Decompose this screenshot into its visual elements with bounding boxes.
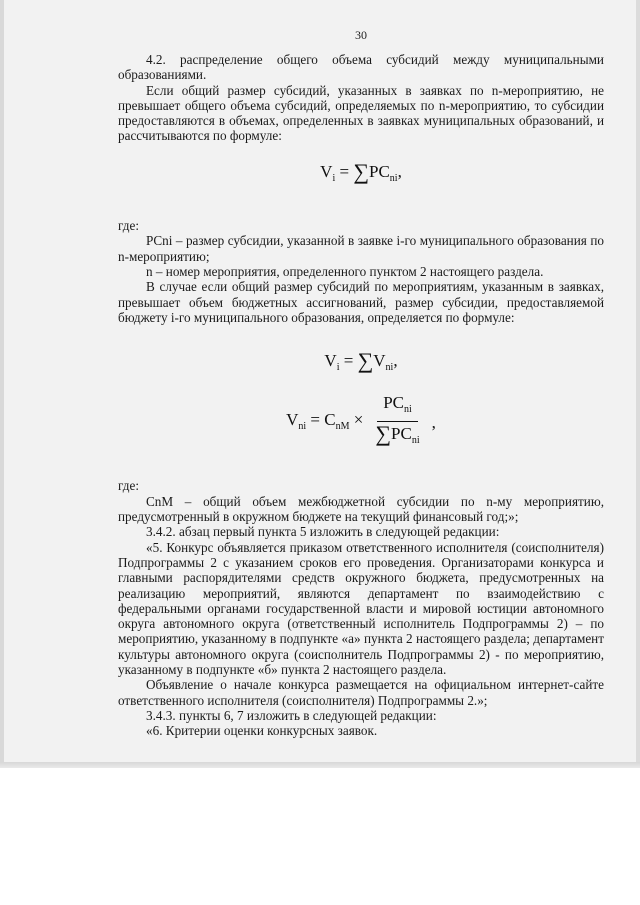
where-label-1: где: bbox=[118, 218, 139, 234]
paragraph-3-4-2: 3.4.2. абзац первый пункта 5 изложить в следующей редакции: bbox=[146, 524, 500, 540]
paragraph-point-6: «6. Критерии оценки конкурсных заявок. bbox=[146, 723, 378, 739]
definition-cnm: CnM – общий объем межбюджетной субсидии по n-му мероприятию, предусмотренный в окружном бюджете на текущий финансовый год;»; bbox=[118, 493, 604, 525]
scan-bottom-edge bbox=[0, 762, 640, 768]
definition-n: n – номер мероприятия, определенного пунктом 2 настоящего раздела. bbox=[146, 263, 544, 279]
document-text bbox=[118, 24, 604, 739]
formula-vni-fraction: $V_{ni} = C_{nM}$ × $\frac{PC_{ni}}{\sum PC_{ni}}$ , bbox=[118, 393, 604, 452]
paragraph-case-exceeds: В случае если общий размер субсидий по мероприятиям, указанным в заявках, превышает объем бюджетных ассигнований, размер субсидии, предоставляемой бюджету i-го муниципального образования, определяется по формуле: bbox=[118, 279, 604, 325]
definition-pcni: PCni – размер субсидии, указанной в заявке i-го муниципального образования по n-мероприятию; bbox=[118, 233, 604, 264]
formula-vi-sum-vni: $V_i = \sum V_{ni}$, bbox=[324, 348, 398, 374]
fraction-numerator: $PC_{ni}$ bbox=[377, 393, 418, 422]
scan-right-edge bbox=[636, 0, 640, 768]
paragraph-4-2: 4.2. распределение общего объема субсидий между муниципальными образованиями. bbox=[118, 52, 604, 83]
formula-fraction bbox=[369, 393, 425, 452]
paragraph-point-5: «5. Конкурс объявляется приказом ответственного исполнителя (соисполнителя) Подпрограммы 2 с указанием сроков его проведения. Организаторами конкурса и главными распорядителями средств окружного бюджета, предусмотренных на реализацию мероприятий, являются департамент по взаимодействию с федеральными органами государственной власти и мировой юстиции автономного округа автономного округа (ответственный исполнитель Подпрограммы 2) – по мероприятию, указанному в подпункте «а» пункта 2 настоящего раздела; департамент культуры автономного округа (соисполнитель Подпрограммы 2) - по мероприятию, указанному в подпункте «б» пункта 2 настоящего раздела. bbox=[118, 539, 604, 678]
formula-vi-sum-pc: $V_i = \sum PC_{ni}$, bbox=[320, 158, 402, 184]
paragraph-announcement: Объявление о начале конкурса размещается на официальном интернет-сайте ответственного исполнителя (соисполнителя) Подпрограммы 2.»; bbox=[118, 677, 604, 708]
page-number: 30 bbox=[355, 28, 367, 42]
scan-left-edge bbox=[0, 0, 4, 768]
fraction-denominator: $\sum PC_{ni}$ bbox=[375, 421, 420, 447]
where-label-2: где: bbox=[118, 478, 139, 494]
paragraph-condition: Если общий размер субсидий, указанных в заявках по n-мероприятию, не превышает общего объема субсидий, определяемых по n-мероприятию, то субсидии предоставляются в объемах, определенных в заявках муниципальных образований, и рассчитываются по формуле: bbox=[118, 82, 604, 144]
paragraph-3-4-3: 3.4.3. пункты 6, 7 изложить в следующей редакции: bbox=[146, 707, 437, 723]
